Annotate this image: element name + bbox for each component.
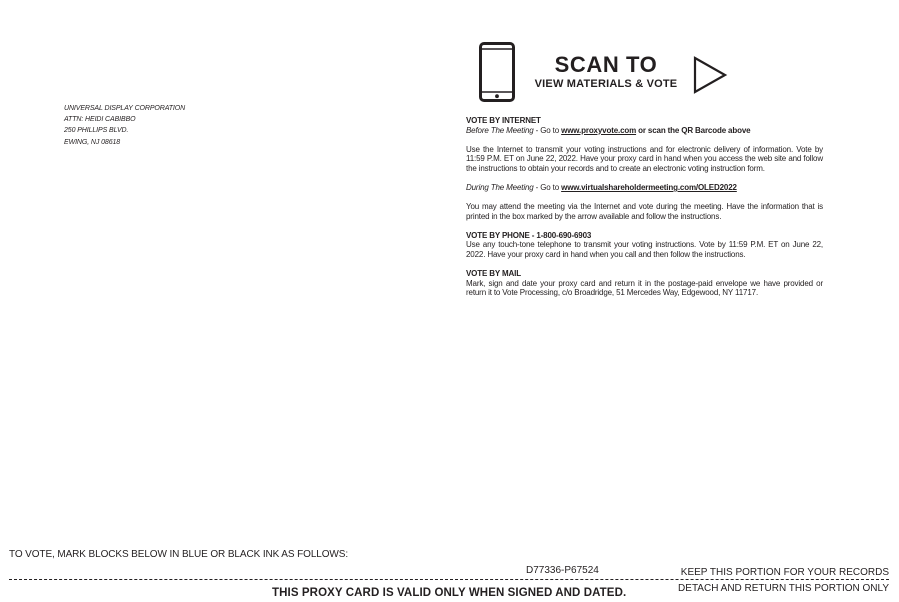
voting-instructions <box>466 116 823 298</box>
mail-body: Mark, sign and date your proxy card and return it in the postage-paid envelope we have provided or return it to Vote Processing, c/o Broadridge, 51 Mercedes Way, Edgewood, NY 11717. <box>466 278 823 298</box>
return-address-street: 250 PHILLIPS BLVD. <box>64 127 129 135</box>
during-meeting-line <box>466 183 823 193</box>
during-meeting-label: During The Meeting <box>466 182 534 192</box>
mark-instructions: TO VOTE, MARK BLOCKS BELOW IN BLUE OR BLACK INK AS FOLLOWS: <box>9 549 349 560</box>
reference-code: D77336-P67524 <box>526 565 599 576</box>
virtual-meeting-link[interactable]: www.virtualshareholdermeeting.com/OLED2022 <box>561 182 737 192</box>
internet-body: Use the Internet to transmit your voting instructions and for electronic delivery of information. Vote by 11:59 P.M. ET on June 22, 2022. Have your proxy card in hand when you access the web site and follow the instructions to obtain your records and to create an electronic voting instruction form. <box>466 144 823 173</box>
detach-line <box>9 579 889 580</box>
scan-subtitle: VIEW MATERIALS & VOTE <box>534 78 678 90</box>
return-address-attn: ATTN: HEIDI CABIBBO <box>64 116 136 124</box>
detach-portion-label: DETACH AND RETURN THIS PORTION ONLY <box>678 583 889 594</box>
return-address <box>64 103 185 148</box>
keep-portion-label: KEEP THIS PORTION FOR YOUR RECORDS <box>678 567 889 578</box>
before-goto-text: - Go to <box>533 125 562 135</box>
phone-body: Use any touch-tone telephone to transmit your voting instructions. Vote by 11:59 P.M. ET on June 22, 2022. Have your proxy card in hand when you call and then follow the instructions. <box>466 240 823 259</box>
before-meeting-label: Before The Meeting <box>466 125 534 135</box>
proxyvote-link[interactable]: www.proxyvote.com <box>561 125 637 135</box>
before-meeting-line <box>466 126 823 136</box>
return-address-city: EWING, NJ 08618 <box>64 138 121 146</box>
validity-notice: THIS PROXY CARD IS VALID ONLY WHEN SIGNED AND DATED. <box>272 587 627 599</box>
virtual-meeting-body: You may attend the meeting via the Internet and vote during the meeting. Have the information that is printed in the box marked by the arrow available and follow the instructions. <box>466 202 823 221</box>
phone-heading: VOTE BY PHONE - 1-800-690-6903 <box>466 230 592 240</box>
play-arrow-icon <box>693 56 728 94</box>
during-goto-text: - Go to <box>533 182 562 192</box>
mail-heading: VOTE BY MAIL <box>466 269 521 279</box>
return-address-company: UNIVERSAL DISPLAY CORPORATION <box>64 105 186 112</box>
smartphone-icon <box>479 42 515 102</box>
internet-heading: VOTE BY INTERNET <box>466 116 541 125</box>
scan-title: SCAN TO <box>554 52 658 77</box>
qr-barcode-text: or scan the QR Barcode above <box>636 125 751 135</box>
